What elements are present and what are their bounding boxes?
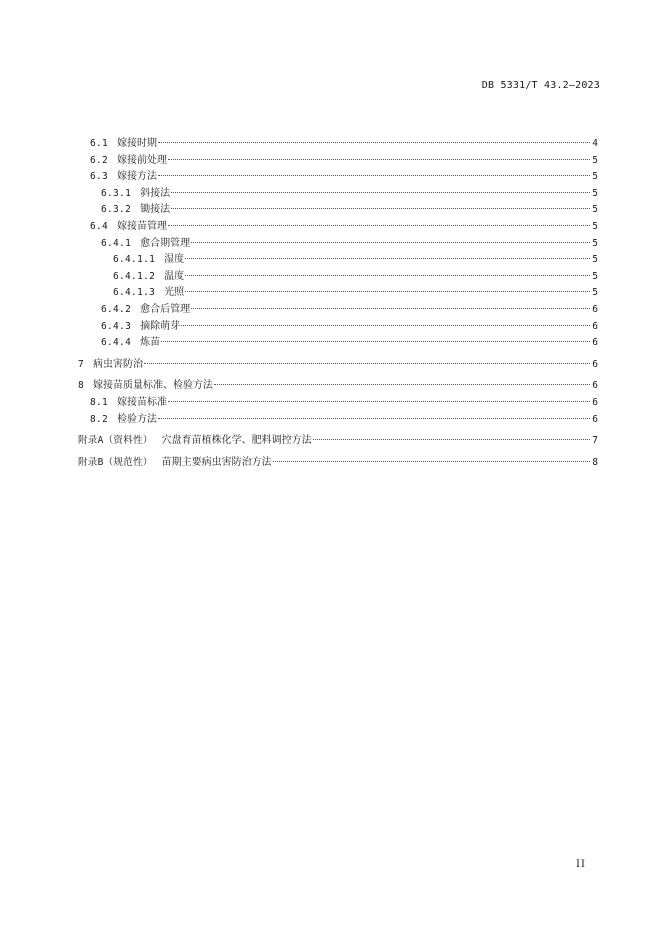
toc-entry-page: 5 [592, 220, 598, 232]
toc-entry-title: 摘除萌芽 [140, 320, 181, 332]
toc-entry-title: 斜接法 [140, 187, 171, 199]
toc-entry-title: 愈合后管理 [140, 303, 191, 315]
toc-entry-title: 病虫害防治 [93, 358, 144, 370]
toc-entry-number: 6.4.4 [101, 337, 132, 349]
dot-leader [168, 401, 590, 402]
dot-leader [185, 275, 590, 276]
toc-entry[interactable] [78, 136, 598, 153]
toc-entry-title: 嫁接前处理 [117, 154, 168, 166]
toc-entry-title: 嫁接苗管理 [117, 220, 168, 232]
toc-entry-title: 愈合期管理 [140, 237, 191, 249]
dot-leader [185, 258, 590, 259]
dot-leader [161, 341, 590, 342]
table-of-contents [78, 136, 598, 471]
toc-entry-title: 炼苗 [140, 337, 161, 349]
dot-leader [168, 159, 590, 160]
toc-entry[interactable] [78, 219, 598, 236]
toc-entry-title: 光照 [164, 287, 185, 299]
toc-entry-page: 5 [592, 204, 598, 216]
toc-entry-number: 6.3.2 [101, 204, 132, 216]
toc-entry[interactable] [78, 236, 598, 253]
toc-entry-number: 6.4.1.1 [113, 254, 156, 266]
dot-leader [191, 308, 590, 309]
toc-entry-number: 7 [78, 358, 85, 370]
toc-entry-page: 5 [592, 287, 598, 299]
toc-entry[interactable] [78, 186, 598, 203]
toc-entry-number: 8.1 [90, 396, 109, 408]
toc-entry-number: 附录B（规范性） [78, 456, 153, 468]
toc-entry-title: 温度 [164, 270, 185, 282]
toc-entry-title: 嫁接苗标准 [117, 396, 168, 408]
toc-entry-page: 5 [592, 254, 598, 266]
toc-entry-page: 6 [592, 337, 598, 349]
toc-entry-page: 5 [592, 270, 598, 282]
standard-code: DB 5331/T 43.2—2023 [481, 80, 600, 91]
toc-entry[interactable] [78, 335, 598, 352]
dot-leader [171, 208, 590, 209]
toc-entry[interactable] [78, 378, 598, 395]
toc-entry-title: 湿度 [164, 254, 185, 266]
toc-entry-title: 嫁接苗质量标准、检验方法 [93, 380, 214, 392]
toc-entry-number: 6.4.1.3 [113, 287, 156, 299]
toc-entry-page: 4 [592, 138, 598, 149]
dot-leader [191, 242, 590, 243]
dot-leader [185, 291, 590, 292]
toc-entry[interactable] [78, 202, 598, 219]
dot-leader [168, 225, 590, 226]
dot-leader [158, 175, 590, 176]
dot-leader [273, 461, 591, 462]
toc-entry-title: 检验方法 [117, 413, 158, 425]
toc-entry[interactable] [78, 433, 598, 450]
toc-entry-page: 6 [592, 396, 598, 408]
toc-entry-page: 6 [592, 320, 598, 332]
toc-entry[interactable] [78, 269, 598, 286]
toc-entry-page: 6 [592, 358, 598, 370]
toc-entry-number: 6.2 [90, 154, 109, 166]
toc-entry-number: 6.3 [90, 171, 109, 183]
dot-leader [144, 363, 590, 364]
toc-entry-title: 嫁接方法 [117, 171, 158, 183]
dot-leader [171, 192, 590, 193]
dot-leader [313, 439, 591, 440]
toc-entry-title: 苗期主要病虫害防治方法 [161, 456, 272, 468]
toc-entry[interactable] [78, 252, 598, 269]
toc-entry-page: 8 [592, 456, 598, 468]
toc-entry-title: 锄接法 [140, 204, 171, 216]
dot-leader [158, 418, 590, 419]
toc-entry-title: 嫁接时期 [117, 138, 158, 149]
toc-entry-page: 5 [592, 154, 598, 166]
toc-entry-page: 5 [592, 237, 598, 249]
page-number: II [576, 859, 586, 870]
toc-entry-page: 6 [592, 303, 598, 315]
toc-entry-number: 6.3.1 [101, 187, 132, 199]
toc-entry-page: 5 [592, 187, 598, 199]
toc-entry-number: 8.2 [90, 413, 109, 425]
toc-entry[interactable] [78, 153, 598, 170]
toc-entry-number: 附录A（资料性） [78, 435, 153, 447]
dot-leader [214, 384, 590, 385]
toc-entry[interactable] [78, 169, 598, 186]
toc-entry-page: 7 [592, 435, 598, 447]
toc-entry[interactable] [78, 285, 598, 302]
toc-entry-number: 8 [78, 380, 85, 392]
dot-leader [181, 325, 590, 326]
toc-entry-page: 6 [592, 413, 598, 425]
toc-entry-number: 6.4.3 [101, 320, 132, 332]
toc-entry-page: 5 [592, 171, 598, 183]
toc-entry-number: 6.1 [90, 138, 109, 149]
toc-entry[interactable] [78, 357, 598, 374]
toc-entry-title: 穴盘育苗植株化学、肥料调控方法 [161, 435, 312, 447]
toc-entry[interactable] [78, 412, 598, 429]
toc-entry-number: 6.4.2 [101, 303, 132, 315]
dot-leader [158, 142, 590, 143]
toc-entry-number: 6.4 [90, 220, 109, 232]
toc-entry[interactable] [78, 302, 598, 319]
toc-entry-number: 6.4.1.2 [113, 270, 156, 282]
toc-entry-number: 6.4.1 [101, 237, 132, 249]
toc-entry[interactable] [78, 319, 598, 336]
toc-entry-page: 6 [592, 380, 598, 392]
toc-entry[interactable] [78, 455, 598, 472]
toc-entry[interactable] [78, 395, 598, 412]
